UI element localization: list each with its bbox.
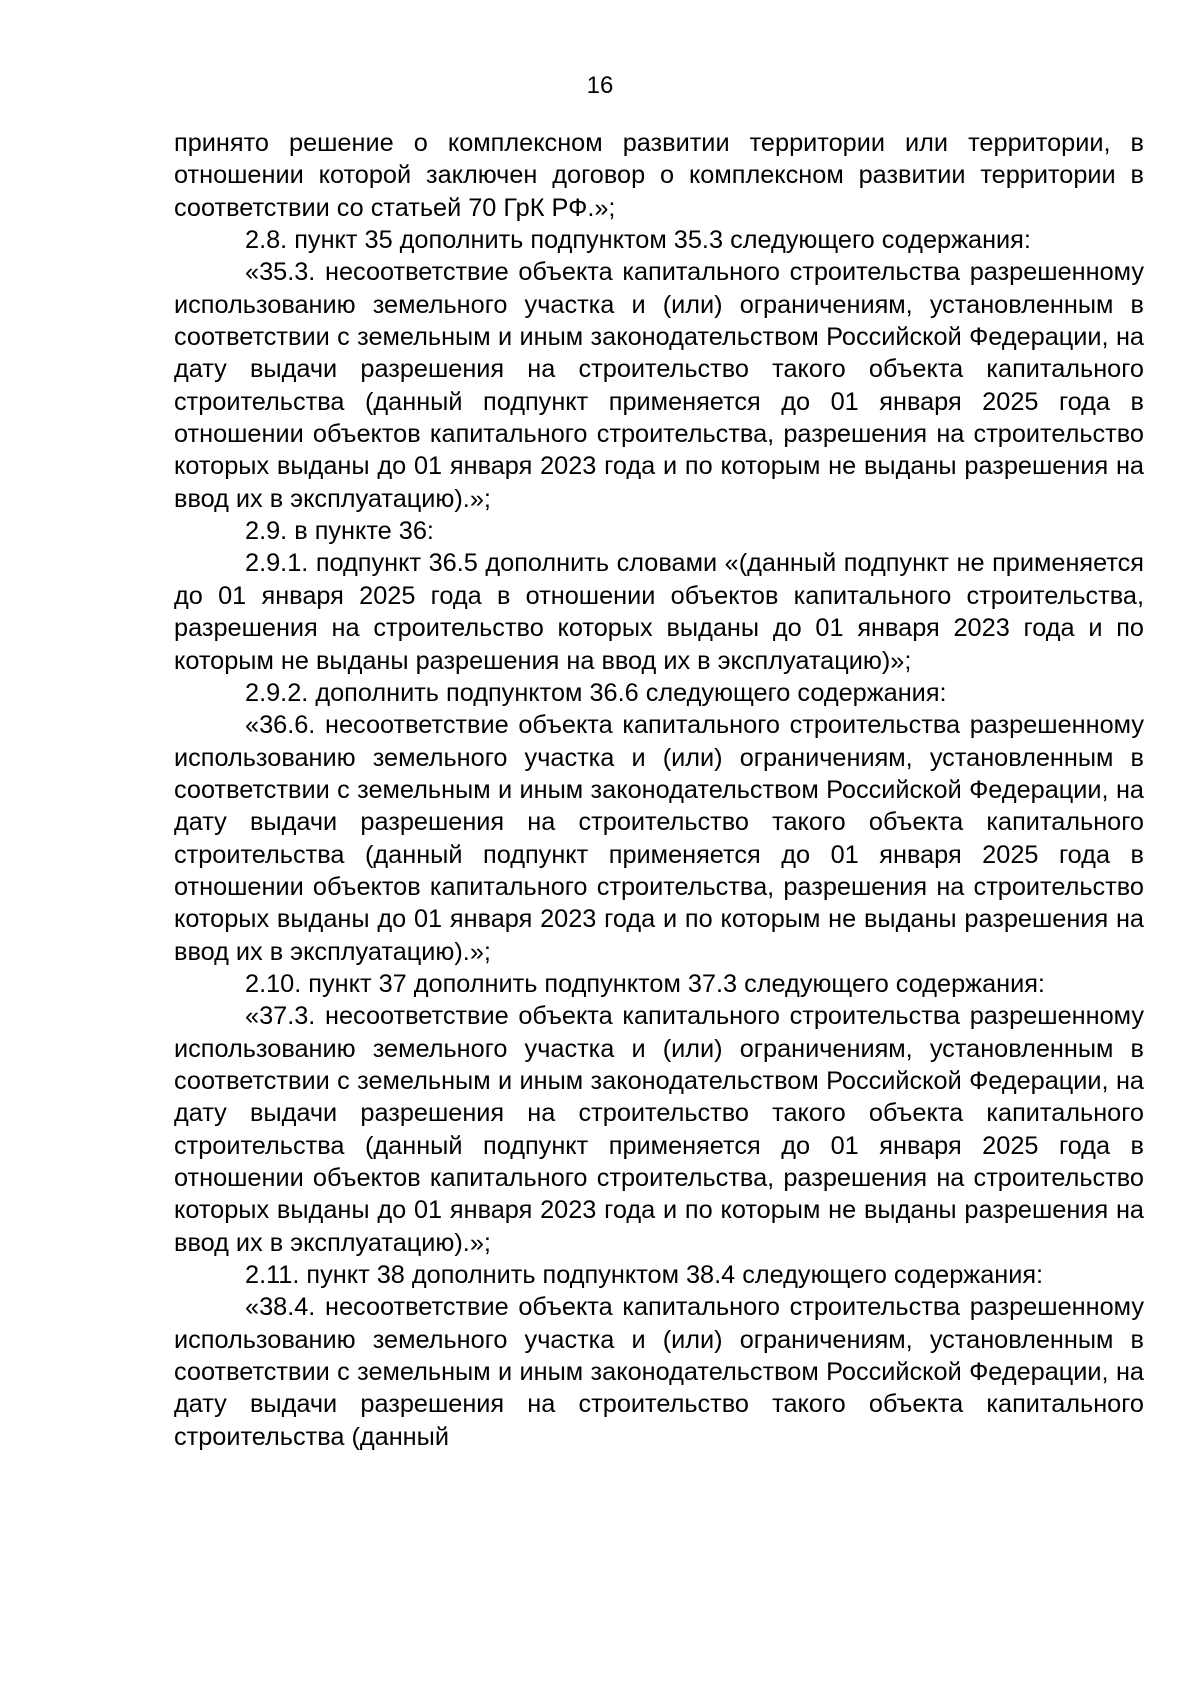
document-body xyxy=(174,127,1144,1453)
paragraph-subitem-36-6: «36.6. несоответствие объекта капитального строительства разрешенному использованию земельного участка и (или) ограничениям, установленным в соответствии с земельным и иным законодательством Российской Федерации, на дату выдачи разрешения на строительство такого объекта капитального строительства (данный подпункт применяется до 01 января 2025 года в отношении объектов капитального строительства, разрешения на строительство которых выданы до 01 января 2023 года и по которым не выданы разрешения на ввод их в эксплуатацию).»; xyxy=(174,711,1144,966)
paragraph-subitem-37-3: «37.3. несоответствие объекта капитального строительства разрешенному использованию земельного участка и (или) ограничениям, установленным в соответствии с земельным и иным законодательством Российской Федерации, на дату выдачи разрешения на строительство такого объекта капитального строительства (данный подпункт применяется до 01 января 2025 года в отношении объектов капитального строительства, разрешения на строительство которых выданы до 01 января 2023 года и по которым не выданы разрешения на ввод их в эксплуатацию).»; xyxy=(174,1002,1144,1257)
paragraph-subitem-35-3: «35.3. несоответствие объекта капитального строительства разрешенному использованию земельного участка и (или) ограничениям, установленным в соответствии с земельным и иным законодательством Российской Федерации, на дату выдачи разрешения на строительство такого объекта капитального строительства (данный подпункт применяется до 01 января 2025 года в отношении объектов капитального строительства, разрешения на строительство которых выданы до 01 января 2023 года и по которым не выданы разрешения на ввод их в эксплуатацию).»; xyxy=(174,258,1144,513)
paragraph-item-2-10: 2.10. пункт 37 дополнить подпунктом 37.3 следующего содержания: xyxy=(245,969,1045,998)
page-number: 16 xyxy=(586,72,614,99)
paragraph-item-2-8: 2.8. пункт 35 дополнить подпунктом 35.3 следующего содержания: xyxy=(245,226,1031,255)
paragraph-subitem-38-4: «38.4. несоответствие объекта капитального строительства разрешенному использованию земельного участка и (или) ограничениям, установленным в соответствии с земельным и иным законодательством Российской Федерации, на дату выдачи разрешения на строительство такого объекта капитального строительства (данный xyxy=(174,1293,1144,1451)
paragraph-item-2-9-1: 2.9.1. подпункт 36.5 дополнить словами «(данный подпункт не применяется до 01 января 2025 года в отношении объектов капитального строительства, разрешения на строительство которых выданы до 01 января 2023 года и по которым не выданы разрешения на ввод их в эксплуатацию)»; xyxy=(174,549,1144,675)
paragraph-continuation: принято решение о комплексном развитии территории или территории, в отношении которой заключен договор о комплексном развитии территории в соответствии со статьей 70 ГрК РФ.»; xyxy=(174,129,1144,222)
paragraph-item-2-9: 2.9. в пункте 36: xyxy=(245,517,434,546)
paragraph-item-2-11: 2.11. пункт 38 дополнить подпунктом 38.4 следующего содержания: xyxy=(245,1261,1044,1290)
paragraph-item-2-9-2: 2.9.2. дополнить подпунктом 36.6 следующего содержания: xyxy=(245,678,947,707)
